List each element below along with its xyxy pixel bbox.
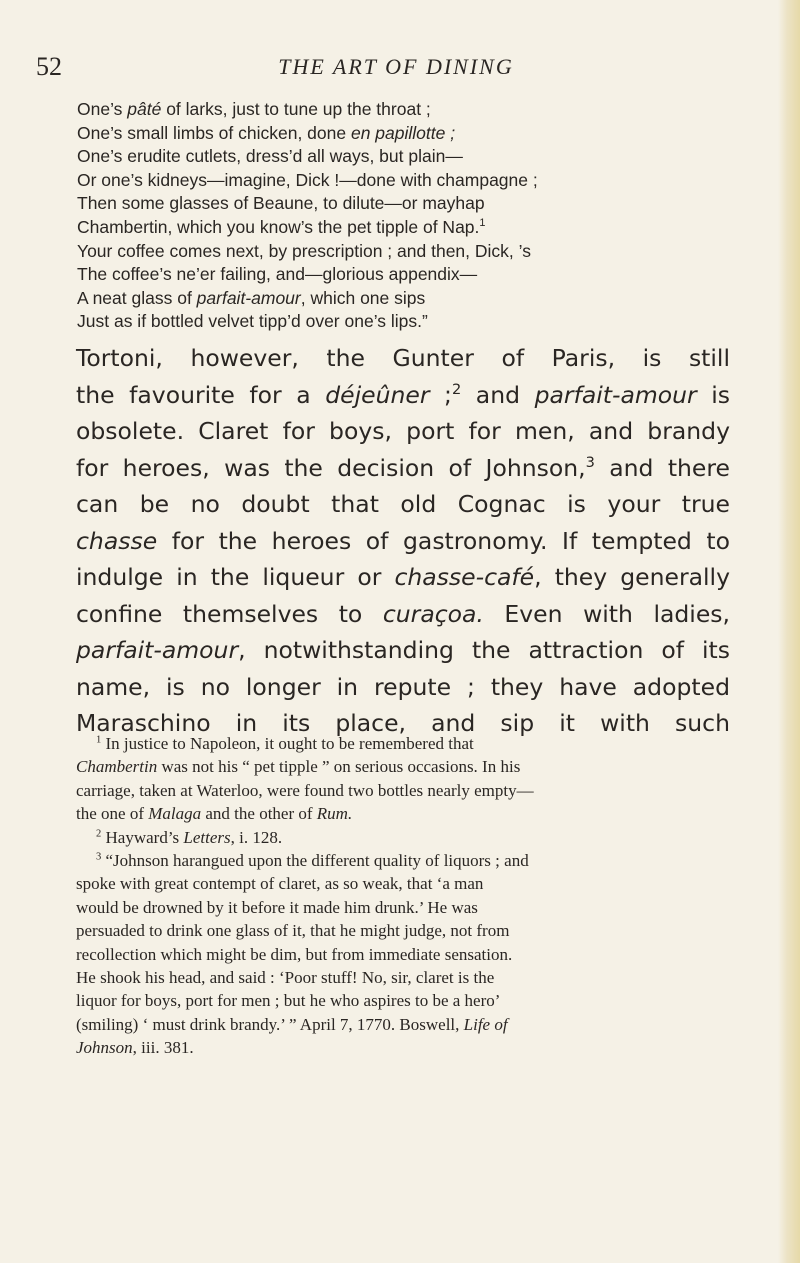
- body-line: name, is no longer in repute ; they have adopted: [76, 672, 730, 701]
- verse-line: Your coffee comes next, by prescription ; and then, Dick, ’s: [77, 240, 531, 261]
- body-line: the favourite for a déjeûner ;$^2$ and parfait-amour is: [76, 380, 731, 409]
- body-line: obsolete. Claret for boys, port for men, and brandy: [76, 417, 730, 445]
- italic-text: parfait-amour: [534, 380, 697, 409]
- page-number: 52: [36, 52, 62, 81]
- footnote-line: $^1$ In justice to Napoleon, it ought to be remembered that: [96, 734, 474, 753]
- footnote-line: recollection which might be dim, but from immediate sensation.: [76, 944, 513, 964]
- body-line: can be no doubt that old Cognac is your true: [76, 490, 730, 518]
- body-line: Maraschino in its place, and sip it with such: [76, 709, 730, 737]
- footnotes: [76, 732, 728, 1060]
- italic-text: chasse: [76, 526, 158, 555]
- italic-text: parfait-amour: [76, 636, 239, 664]
- verse-line: Just as if bottled velvet tipp’d over one’s lips.”: [77, 311, 428, 332]
- verse-line: One’s pâté of larks, just to tune up the throat ;: [77, 99, 431, 119]
- body-line: chasse for the heroes of gastronomy. If tempted to: [76, 526, 730, 555]
- page-header: [36, 52, 676, 86]
- verse-line: Chambertin, which you know’s the pet tipple of Nap.$^1$: [77, 216, 486, 237]
- italic-text: Malaga: [148, 804, 202, 824]
- body-line: for heroes, was the decision of Johnson,$^3$ and there: [76, 453, 730, 482]
- italic-text: Rum.: [316, 804, 353, 824]
- italic-text: pâté: [127, 99, 162, 119]
- verse-line: Or one’s kidneys—imagine, Dick !—done with champagne ;: [77, 169, 538, 190]
- italic-text: parfait-amour: [196, 287, 301, 308]
- footnote-marker: 1: [96, 734, 102, 746]
- italic-text: Chambertin: [76, 757, 158, 777]
- footnote-line: liquor for boys, port for men ; but he who aspires to be a hero’: [76, 991, 501, 1011]
- verse-line: One’s small limbs of chicken, done en papillotte ;: [77, 122, 456, 143]
- verse-line: A neat glass of parfait-amour, which one sips: [77, 287, 426, 308]
- footnote-marker: 2: [96, 827, 102, 839]
- italic-text: chasse-café: [394, 563, 535, 591]
- footnote-line: $^3$ “Johnson harangued upon the different quality of liquors ; and: [96, 851, 529, 871]
- verse-line: The coffee’s ne’er failing, and—glorious appendix—: [77, 264, 478, 285]
- footnote-line: spoke with great contempt of claret, as so weak, that ‘a man: [76, 874, 484, 894]
- footnote-line: He shook his head, and said : ‘Poor stuff! No, sir, claret is the: [76, 968, 495, 988]
- footnote-marker: 1: [479, 217, 486, 230]
- verse-quotation: [77, 98, 717, 334]
- footnote-marker: 3: [585, 453, 595, 471]
- footnote-marker: 2: [451, 380, 462, 398]
- page-edge: [778, 0, 800, 1263]
- italic-text: Letters: [183, 827, 231, 847]
- body-line: parfait-amour, notwithstanding the attraction of its: [76, 636, 730, 664]
- italic-text: Johnson: [76, 1038, 133, 1058]
- footnote-line: the one of Malaga and the other of Rum.: [76, 804, 353, 824]
- body-line: Tortoni, however, the Gunter of Paris, is still: [76, 344, 730, 372]
- footnote-line: $^2$ Hayward’s Letters, i. 128.: [96, 827, 283, 847]
- running-title: THE ART OF DINING: [278, 54, 514, 79]
- body-line: confine themselves to curaçoa. Even with ladies,: [76, 599, 730, 628]
- footnote-line: Johnson, iii. 381.: [76, 1038, 194, 1058]
- italic-text: curaçoa.: [382, 599, 484, 628]
- footnote-line: would be drowned by it before it made him drunk.’ He was: [76, 897, 478, 917]
- footnote-line: carriage, taken at Waterloo, were found two bottles nearly empty—: [76, 780, 534, 800]
- italic-text: Life of: [463, 1014, 508, 1034]
- footnote-line: persuaded to drink one glass of it, that he might judge, not from: [76, 921, 510, 941]
- footnote-line: Chambertin was not his “ pet tipple ” on serious occasions. In his: [76, 757, 521, 777]
- body-paragraph: [76, 340, 730, 742]
- italic-text: en papillotte ;: [350, 122, 456, 143]
- footnote-line: (smiling) ‘ must drink brandy.’ ” April 7, 1770. Boswell, Life of: [76, 1014, 508, 1034]
- verse-line: One’s erudite cutlets, dress’d all ways, but plain—: [77, 146, 463, 167]
- footnote-marker: 3: [96, 851, 102, 863]
- body-line: indulge in the liqueur or chasse-café, they generally: [76, 563, 730, 591]
- verse-line: Then some glasses of Beaune, to dilute—or mayhap: [77, 193, 485, 214]
- italic-text: déjeûner: [325, 380, 430, 409]
